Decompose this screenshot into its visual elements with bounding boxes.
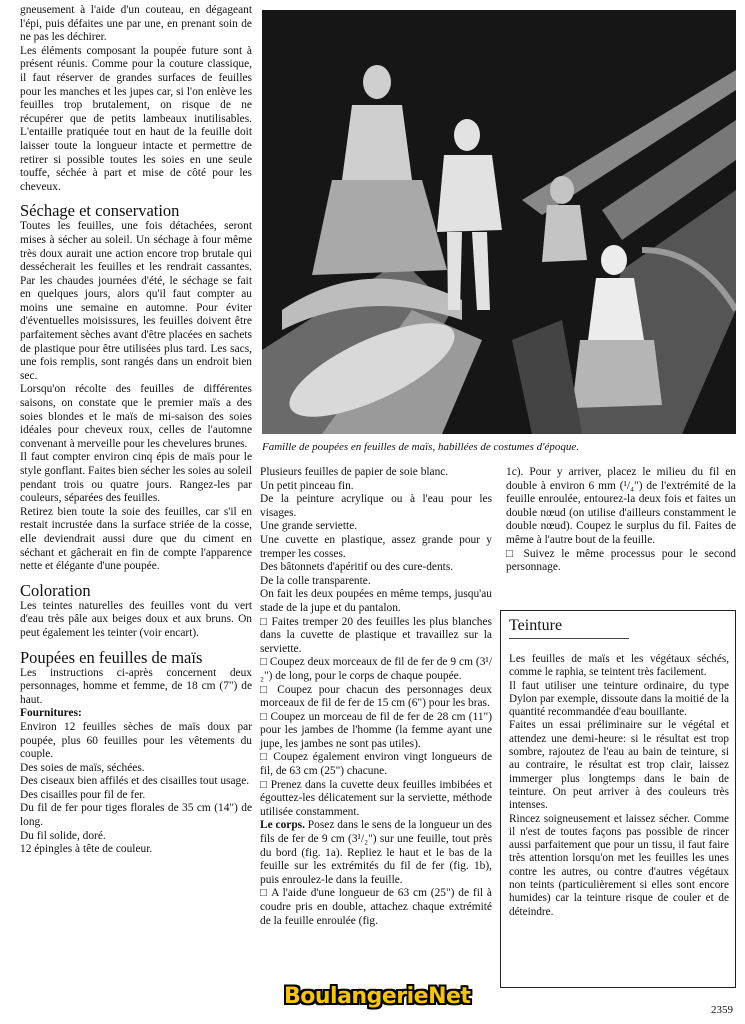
photo-caption: Famille de poupées en feuilles de maïs, habillées de costumes d'époque.	[262, 441, 579, 453]
epis-paragraph: Il faut compter environ cinq épis de maïs pour le style gonflant. Faites bien sécher les soies au soleil pendant trois ou quatre jours. Rangez-les par couleurs, séparées des feuilles.	[20, 451, 252, 505]
supply-item: Une grande serviette.	[260, 520, 358, 533]
elements-paragraph: Les éléments composant la poupée future sont à présent réunis. Comme pour la couture classique, il faut réserver de grandes surfaces de feuilles pour les manches et les jupes car, si l'on enlève les feuilles trop brutalement, on risque de ne récupérer que de petits lambeaux inutilisables. L'entaille pratiquée tout en haut de la feuille doit laisser toute la longueur intacte et permettre de retirer si possible toutes les soies en une seule touffe, séchée à part et mise de côté pour les cheveux.	[20, 44, 252, 193]
column-1	[20, 4, 252, 857]
page-number: 2359	[711, 1004, 733, 1016]
photo-illustration	[262, 10, 736, 434]
doll-family-photo	[262, 10, 736, 434]
supply-item: Environ 12 feuilles sèches de maïs doux par poupée, plus 60 feuilles pour les vêtements du couple.	[20, 720, 252, 761]
heading-coloration: Coloration	[20, 580, 91, 600]
corps-paragraph	[260, 819, 492, 887]
step-item: □ Coupez pour chacun des personnages deux morceaux de fil de fer de 15 cm (6") pour les bras.	[260, 683, 492, 710]
teinture-body	[509, 653, 729, 919]
teinture-title: Teinture	[509, 617, 629, 639]
column-2	[260, 466, 492, 928]
supply-item: Un petit pinceau fin.	[260, 479, 354, 492]
supply-item: Une cuvette en plastique, assez grande pour y tremper les cosses.	[260, 533, 492, 560]
step-item: □ A l'aide d'une longueur de 63 cm (25") de fil à coudre pris en double, attachez chaque extrémité de la feuille enroulée (fig.	[260, 887, 492, 927]
teinture-paragraph: Il faut utiliser une teinture ordinaire, du type Dylon par exemple, dissoute dans la moitié de la quantité recommandée d'eau bouillante.	[509, 679, 729, 719]
supply-item: Plusieurs feuilles de papier de soie blanc.	[260, 466, 449, 478]
fournitures-label: Fournitures:	[20, 707, 82, 720]
corps-label: Le corps.	[260, 819, 305, 832]
teinture-sidebar	[500, 610, 736, 988]
step-item: □ Faites tremper 20 des feuilles les plus blanches dans la cuvette de plastique et travaillez sur la serviette.	[260, 615, 492, 655]
teinture-paragraph: Rincez soigneusement et laissez sécher. Comme il n'est de toutes façons pas possible de rincer aussi parfaitement que pour un tissu, il faut faire très attention lorsqu'on met les feuilles les unes contre les autres, ou contre d'autres végétaux non teints (particulièrement si elles sont encore humides) car la teinture risque de couler et de déteindre.	[509, 812, 729, 918]
coloration-paragraph: Les teintes naturelles des feuilles vont du vert d'eau très pâle aux beiges doux et aux bruns. On peut également les teinter (voir encart).	[20, 599, 252, 639]
supply-item: Des ciseaux bien affilés et des cisailles tout usage.	[20, 775, 250, 788]
corps-text: Posez dans le sens de la longueur un des fils de fer de 9 cm (3¹/₂") sur une feuille, tout près du bord (fig. 1a). Repliez le haut et le bas de la feuille sur les extrémités du fil de fer (fig. 1b), puis enroulez-le dans la feuille.	[260, 819, 492, 886]
supply-item: Des bâtonnets d'apéritif ou des cure-dents.	[260, 561, 454, 574]
sechage-paragraph: Toutes les feuilles, une fois détachées, seront mises à sécher au soleil. Un séchage à four même très doux aurait une action encore trop brutale qui dessécherait les feuilles et les rendrait cassantes. Par les chaudes journées d'été, le séchage se fait en quelques jours, alors qu'il faut compter au moins une semaine en automne. Pour éviter d'éventuelles moisissures, les feuilles doivent être parfaitement sèches avant d'être placées en sachets de plastique pour être utilisées plus tard. Les sacs, une fois remplis, sont rangés dans un endroit bien sec.	[20, 220, 252, 382]
supply-item: De la colle transparente.	[260, 574, 371, 587]
supply-item: Du fil solide, doré.	[20, 829, 106, 842]
watermark-logo	[284, 980, 471, 1014]
step-item: □ Suivez le même processus pour le second personnage.	[506, 547, 736, 574]
supply-item: Des soies de maïs, séchées.	[20, 761, 145, 774]
heading-poupees: Poupées en feuilles de maïs	[20, 647, 203, 667]
supply-item: Des cisailles pour fil de fer.	[20, 788, 146, 801]
instructions-paragraph: Les instructions ci-après concernent deux personnages, homme et femme, de 18 cm (7") de haut.	[20, 666, 252, 706]
supply-item: Du fil de fer pour tiges florales de 35 cm (14") de long.	[20, 802, 252, 829]
supply-item: 12 épingles à tête de couleur.	[20, 843, 153, 856]
same-time-paragraph: On fait les deux poupées en même temps, jusqu'au stade de la jupe et du pantalon.	[260, 588, 492, 614]
supply-item: De la peinture acrylique ou à l'eau pour les visages.	[260, 493, 492, 519]
intro-paragraph: gneusement à l'aide d'un couteau, en dégageant l'épi, puis défaites une par une, en prenant soin de ne pas les déchirer.	[20, 4, 252, 44]
continuation-paragraph: 1c). Pour y arriver, placez le milieu du fil en double à environ 6 mm (¹/₄") de l'extrémité de la feuille enroulée, entourez-la deux fois et faites un double nœud (on utilise d'ailleurs constamment le double nœud). Coupez le surplus du fil. Faites de même à l'autre bout de la feuille.	[506, 466, 736, 546]
retirez-paragraph: Retirez bien toute la soie des feuilles, car s'il en restait incrustée dans la surface striée de la cosse, elle deviendrait aussi dure que du ciment en séchant et gâcherait en fin de compte l'apparence nette et élégante d'une poupée.	[20, 505, 252, 573]
teinture-paragraph: Les feuilles de maïs et les végétaux séchés, comme le raphia, se teintent très facilement.	[509, 653, 729, 679]
step-item: □ Prenez dans la cuvette deux feuilles imbibées et égouttez-les délicatement sur la serviette, méthode utilisée constamment.	[260, 778, 492, 818]
column-3	[506, 466, 736, 575]
step-item: □ Coupez également environ vingt longueurs de fil, de 63 cm (25") chacune.	[260, 751, 492, 778]
teinture-paragraph: Faites un essai préliminaire sur le végétal et attendez une demi-heure: si le résultat est trop sombre, rajoutez de l'eau au bain de teinture, si au contraire, le résultat est trop clair, laissez immerger plus longtemps dans le bain de teinture. On peut arriver à des couleurs très intenses.	[509, 719, 729, 812]
heading-sechage: Séchage et conservation	[20, 201, 180, 221]
watermark-text: BoulangerieNet	[284, 984, 471, 1009]
step-item: □ Coupez deux morceaux de fil de fer de 9 cm (3¹/₂") de long, pour le corps de chaque poupée.	[260, 656, 492, 682]
recolte-paragraph: Lorsqu'on récolte des feuilles de différentes saisons, on constate que le premier maïs a des soies blondes et le maïs de mi-saison des soies idéales pour cheveux roux, celles de l'automne convenant à merveille pour les chevelures brunes.	[20, 383, 252, 450]
step-item: □ Coupez un morceau de fil de fer de 28 cm (11") pour les jambes de l'homme (la femme ayant une jupe, les jambes ne sont pas utiles).	[260, 710, 492, 750]
